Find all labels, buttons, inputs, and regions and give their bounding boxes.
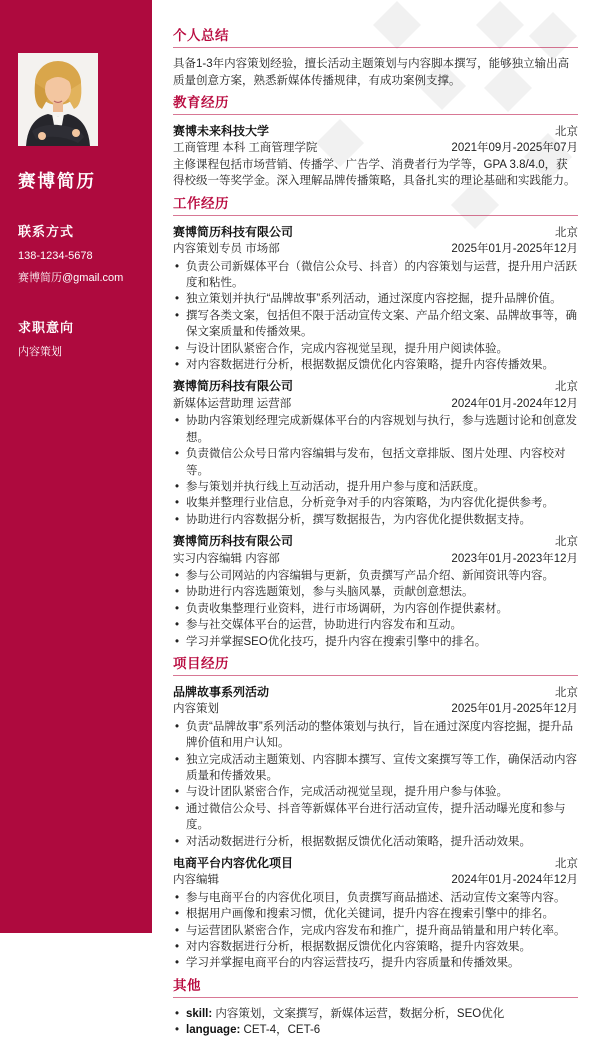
- bullet-item: • 负责微信公众号日常内容编辑与发布，包括文章排版、图片处理、内容校对等。: [173, 446, 578, 479]
- education-description: 主修课程包括市场营销、传播学、广告学、消费者行为学等，GPA 3.8/4.0，获得校级一等奖学金。深入理解品牌传播策略，具备扎实的理论基础和实践能力。: [173, 158, 576, 188]
- project-location: 北京: [555, 686, 578, 699]
- project-entry-2: [173, 855, 578, 972]
- company-location: 北京: [555, 536, 578, 549]
- bullet-item: • 收集并整理行业信息，分析竞争对手的内容策略，为内容优化提供参考。: [173, 495, 578, 511]
- work-bullets: [173, 568, 578, 650]
- bullet-item: • 参与电商平台的内容优化项目，负责撰写商品描述、活动宣传文案等内容。: [173, 890, 578, 906]
- candidate-name: 赛博简历: [18, 171, 96, 191]
- education-dates: 2021年09月-2025年07月: [451, 142, 578, 155]
- bullet-item: • 负责公司新媒体平台（微信公众号、抖音）的内容策划与运营，提升用户活跃度和粘性。: [173, 259, 578, 292]
- project-role: 内容编辑: [173, 874, 219, 887]
- language-label: language:: [186, 1024, 241, 1037]
- project-bullets: [173, 890, 578, 972]
- education-title: 教育经历: [173, 95, 578, 115]
- contact-section-title: 联系方式: [18, 224, 75, 239]
- bullet-item: • 对活动数据进行分析，根据数据反馈优化活动策略，提升活动效果。: [173, 834, 578, 850]
- bullet-item: • 独立策划并执行“品牌故事”系列活动，通过深度内容挖掘，提升品牌价值。: [173, 291, 578, 307]
- work-bullets: [173, 259, 578, 374]
- language-text: CET-4，CET-6: [243, 1024, 321, 1037]
- summary-text: 具备1-3年内容策划经验，擅长活动主题策划与内容脚本撰写，能够独立输出高质量创意方案，熟悉新媒体传播规律，有成功案例支撑。: [173, 58, 570, 87]
- portrait-illustration: [18, 53, 98, 146]
- project-location: 北京: [555, 858, 578, 871]
- bullet-item: • 协助进行内容选题策划，参与头脑风暴，贡献创意想法。: [173, 584, 578, 600]
- project-name: 电商平台内容优化项目: [173, 856, 294, 871]
- section-projects: [173, 656, 578, 972]
- bullet-item: • 通过微信公众号、抖音等新媒体平台进行活动宣传，提升活动曝光度和参与度。: [173, 801, 578, 834]
- skill-item: [173, 1006, 578, 1022]
- section-work: [173, 196, 578, 650]
- skill-label: skill:: [186, 1007, 213, 1020]
- job-title: 新媒体运营助理 运营部: [173, 397, 292, 410]
- bullet-item: • 协助内容策划经理完成新媒体平台的内容规划与执行，参与选题讨论和创意发想。: [173, 413, 578, 446]
- bullet-item: • 参与公司网站的内容编辑与更新，负责撰写产品介绍、新闻资讯等内容。: [173, 568, 578, 584]
- job-dates: 2023年01月-2023年12月: [451, 552, 578, 565]
- sidebar: [0, 0, 152, 933]
- bullet-item: • 参与社交媒体平台的运营，协助进行内容发布和互动。: [173, 617, 578, 633]
- bullet-item: • 与设计团队紧密合作，完成内容视觉呈现，提升用户阅读体验。: [173, 341, 578, 357]
- project-dates: 2025年01月-2025年12月: [451, 703, 578, 716]
- work-bullets: [173, 413, 578, 528]
- work-entry-2: [173, 378, 578, 528]
- work-title: 工作经历: [173, 196, 578, 216]
- email-address: 赛博简历@gmail.com: [18, 272, 124, 284]
- bullet-item: • 负责“品牌故事”系列活动的整体策划与执行，旨在通过深度内容挖掘，提升品牌价值和用户认知。: [173, 719, 578, 752]
- school-name: 赛博未来科技大学: [173, 124, 270, 138]
- bullet-item: • 对内容数据进行分析，根据数据反馈优化内容策略，提升内容传播效果。: [173, 357, 578, 373]
- work-entry-1: [173, 224, 578, 374]
- profile-photo: [18, 53, 98, 146]
- company-name: 赛博简历科技有限公司: [173, 379, 294, 394]
- project-entry-1: [173, 684, 578, 850]
- other-list: [173, 1006, 578, 1039]
- phone-number: 138-1234-5678: [18, 250, 93, 262]
- bullet-item: • 学习并掌握SEO优化技巧，提升内容在搜索引擎中的排名。: [173, 634, 578, 650]
- bullet-item: • 学习并掌握电商平台的内容运营技巧，提升内容质量和传播效果。: [173, 955, 578, 971]
- bullet-item: • 参与策划并执行线上互动活动，提升用户参与度和活跃度。: [173, 479, 578, 495]
- company-name: 赛博简历科技有限公司: [173, 534, 294, 549]
- section-summary: [173, 28, 578, 89]
- skill-text: 内容策划，文案撰写，新媒体运营，数据分析，SEO优化: [215, 1007, 505, 1020]
- education-entry: [173, 123, 578, 190]
- job-title: 实习内容编辑 内容部: [173, 552, 280, 565]
- bullet-item: • 独立完成活动主题策划、内容脚本撰写、宣传文案撰写等工作，确保活动内容质量和传播效果。: [173, 752, 578, 785]
- section-education: [173, 95, 578, 190]
- bullet-item: • 对内容数据进行分析，根据数据反馈优化内容策略，提升内容效果。: [173, 939, 578, 955]
- projects-title: 项目经历: [173, 656, 578, 676]
- objective-section-title: 求职意向: [18, 320, 75, 335]
- bullet-item: • 负责收集整理行业资料，进行市场调研，为内容创作提供素材。: [173, 601, 578, 617]
- language-item: [173, 1022, 578, 1038]
- job-dates: 2025年01月-2025年12月: [451, 243, 578, 256]
- work-entry-3: [173, 533, 578, 650]
- degree-info: 工商管理 本科 工商管理学院: [173, 142, 318, 155]
- school-location: 北京: [555, 126, 578, 138]
- other-title: 其他: [173, 978, 578, 998]
- company-name: 赛博简历科技有限公司: [173, 224, 294, 239]
- resume-main: [152, 0, 600, 1037]
- company-location: 北京: [555, 226, 578, 239]
- bullet-item: • 协助进行内容数据分析，撰写数据报告，为内容优化提供数据支持。: [173, 512, 578, 528]
- summary-title: 个人总结: [173, 28, 578, 48]
- project-name: 品牌故事系列活动: [173, 684, 270, 699]
- section-other: [173, 978, 578, 1039]
- project-role: 内容策划: [173, 703, 219, 716]
- bullet-item: • 与运营团队紧密合作，完成内容发布和推广，提升商品销量和用户转化率。: [173, 923, 578, 939]
- project-bullets: [173, 719, 578, 850]
- job-dates: 2024年01月-2024年12月: [451, 397, 578, 410]
- objective-value: 内容策划: [18, 346, 62, 358]
- bullet-item: • 与设计团队紧密合作，完成活动视觉呈现，提升用户参与体验。: [173, 784, 578, 800]
- project-dates: 2024年01月-2024年12月: [451, 874, 578, 887]
- bullet-item: • 根据用户画像和搜索习惯，优化关键词，提升内容在搜索引擎中的排名。: [173, 906, 578, 922]
- bullet-item: • 撰写各类文案，包括但不限于活动宣传文案、产品介绍文案、品牌故事等，确保文案质量和传播效果。: [173, 308, 578, 341]
- company-location: 北京: [555, 381, 578, 394]
- job-title: 内容策划专员 市场部: [173, 243, 280, 256]
